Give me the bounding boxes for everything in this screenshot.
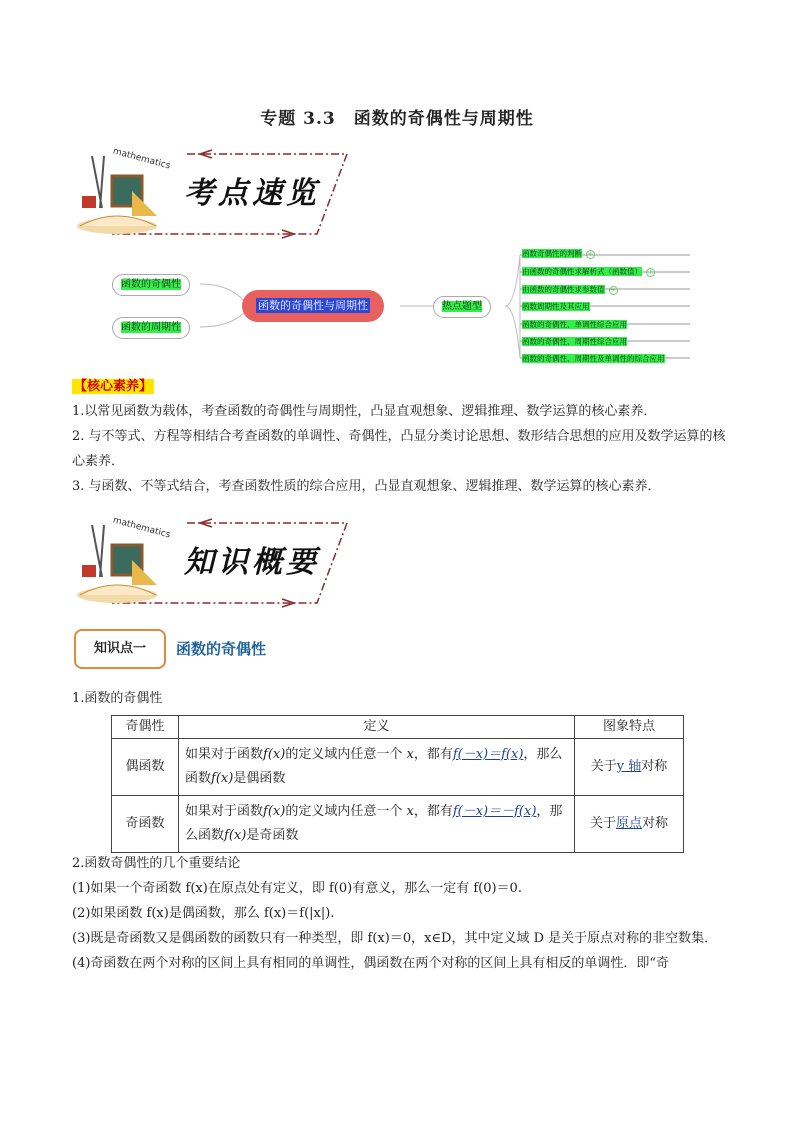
subheading: 1.函数的奇偶性 <box>72 691 163 706</box>
core-literacy-heading: 【核心素养】 <box>74 379 153 394</box>
table-cell-definition: 如果对于函数f(x)的定义域内任意一个 x，都有f(－x)＝－f(x)，那么函数f(x)是奇函数 <box>179 796 575 853</box>
banner-title: 考点速览 <box>184 176 320 211</box>
mindmap-leaf[interactable]: 函数的奇偶性、单调性综合应用 <box>522 320 627 329</box>
table-cell: 关于原点对称 <box>575 796 684 853</box>
mindmap-node-hot-topics[interactable]: 热点题型 <box>433 296 491 318</box>
mindmap-leaf[interactable]: 函数的奇偶性、周期性综合应用 <box>522 337 627 346</box>
table-header: 图象特点 <box>575 716 684 739</box>
table-cell: 关于y 轴对称 <box>575 739 684 796</box>
odd-even-table <box>111 715 684 853</box>
mindmap-leaf[interactable]: 函数的奇偶性、周期性及单调性的综合应用 <box>522 354 665 363</box>
mindmap-leaf[interactable]: 由函数的奇偶性求参数值 + <box>522 285 616 294</box>
conclusion-item: (2)如果函数 f(x)是偶函数，那么 f(x)＝f(|x|). <box>72 906 335 921</box>
conclusion-item: (4)奇函数在两个对称的区间上具有相同的单调性，偶函数在两个对称的区间上具有相反的单调性．即“奇 <box>72 956 670 971</box>
mindmap-leaf[interactable]: 函数周期性及其应用 <box>522 302 590 311</box>
mindmap-node-period[interactable]: 函数的周期性 <box>112 317 190 339</box>
table-cell-definition: 如果对于函数f(x)的定义域内任意一个 x，都有f(－x)＝f(x)，那么函数f(x)是偶函数 <box>179 739 575 796</box>
section-banner-overview <box>72 146 362 242</box>
mindmap-leaf[interactable]: 由函数的奇偶性求解析式（函数值） + <box>522 267 654 276</box>
subheading: 2.函数奇偶性的几个重要结论 <box>72 856 241 871</box>
table-header: 奇偶性 <box>112 716 179 739</box>
mindmap-leaf[interactable]: 函数奇偶性的判断 + <box>522 249 594 258</box>
knowledge-point-box: 知识点一 <box>74 629 166 669</box>
mindmap-node-odd-even[interactable]: 函数的奇偶性 <box>112 274 190 296</box>
banner-logo-text: mathematics <box>111 515 172 541</box>
knowledge-point-title: 函数的奇偶性 <box>176 640 267 658</box>
core-item: 1.以常见函数为载体，考查函数的奇偶性与周期性，凸显直观想象、逻辑推理、数学运算的核心素养． <box>72 404 657 419</box>
table-row <box>112 796 684 853</box>
mindmap-center[interactable]: 函数的奇偶性与周期性 <box>242 290 384 322</box>
conclusion-item: (1)如果一个奇函数 f(x)在原点处有定义，即 f(0)有意义，那么一定有 f(0)＝0. <box>72 881 522 896</box>
table-cell: 奇函数 <box>112 796 179 853</box>
banner-logo-text: mathematics <box>111 146 172 172</box>
page-title: 专题 3.3 函数的奇偶性与周期性 <box>260 109 534 129</box>
core-item: 2. 与不等式、方程等相结合考查函数的单调性、奇偶性，凸显分类讨论思想、数形结合思想的应用及数学运算的核心素养． <box>72 429 726 469</box>
core-item: 3. 与函数、不等式结合，考查函数性质的综合应用，凸显直观想象、逻辑推理、数学运算的核心素养． <box>72 479 661 494</box>
table-header: 定义 <box>179 716 575 739</box>
section-banner-knowledge <box>72 515 362 611</box>
conclusion-item: (3)既是奇函数又是偶函数的函数只有一种类型，即 f(x)＝0，x∈D，其中定义域 D 是关于原点对称的非空数集． <box>72 931 718 946</box>
core-literacy-section <box>72 374 732 499</box>
conclusions-section <box>72 851 732 976</box>
table-cell: 偶函数 <box>112 739 179 796</box>
banner-title: 知识概要 <box>184 545 320 580</box>
table-row <box>112 739 684 796</box>
